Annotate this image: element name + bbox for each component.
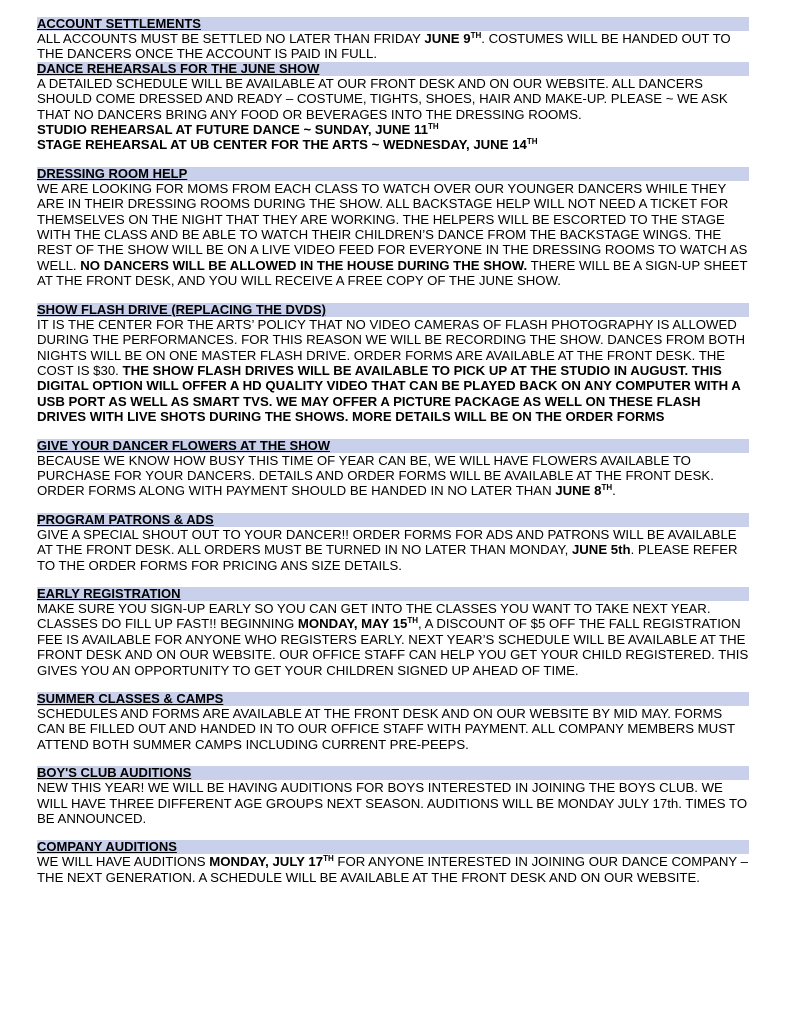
- paragraph: [37, 122, 749, 137]
- section-body: [37, 317, 749, 425]
- superscript-text: TH: [601, 483, 613, 493]
- section-heading-bar: [37, 303, 749, 317]
- section-heading: SUMMER CLASSES & CAMPS: [37, 691, 224, 706]
- superscript-text: TH: [470, 31, 482, 40]
- section-body: [37, 854, 749, 885]
- superscript-text: TH: [427, 122, 439, 132]
- section-body: [37, 181, 749, 289]
- paragraph: [37, 854, 749, 885]
- body-text: .: [612, 483, 616, 499]
- bold-text: NO DANCERS WILL BE ALLOWED IN THE HOUSE DURING THE SHOW.: [80, 257, 528, 273]
- body-text: SCHEDULES AND FORMS ARE AVAILABLE AT THE FRONT DESK AND ON OUR WEBSITE BY MID MAY. FORMS CAN BE FILLED OUT AND HANDED IN TO OUR OFFICE STAFF WITH PAYMENT. ALL COMPANY MEMBERS MUST ATTEND BOTH SUMMER CAMPS INCLUDING CURRENT PRE-PEEPS.: [37, 706, 735, 752]
- body-text: NEW THIS YEAR! WE WILL BE HAVING AUDITIONS FOR BOYS INTERESTED IN JOINING THE BOYS CLUB. WE WILL HAVE THREE DIFFERENT AGE GROUPS NEXT SEASON. AUDITIONS WILL BE MONDAY JULY 17th. TIMES TO BE ANNOUNCED.: [37, 780, 748, 827]
- bold-text: JUNE 9: [424, 31, 471, 46]
- paragraph: [37, 76, 749, 122]
- section-heading-bar: [37, 513, 749, 527]
- body-text: IT IS THE CENTER FOR THE ARTS’ POLICY THAT NO VIDEO CAMERAS OF FLASH PHOTOGRAPHY IS ALLOWED DURING THE PERFORMANCES. FOR THIS REASON WE WILL BE RECORDING THE SHOW. DANCES FROM BOTH NIGHTS WILL BE ON ONE MASTER FLASH DRIVE. ORDER FORMS ARE AVAILABLE AT THE FRONT DESK. THE COST IS $30.: [37, 316, 746, 378]
- body-text: A DETAILED SCHEDULE WILL BE AVAILABLE AT OUR FRONT DESK AND ON OUR WEBSITE. ALL DANCERS SHOULD COME DRESSED AND READY – COSTUME, TIGHTS, SHOES, HAIR AND MAKE-UP. PLEASE ~ WE ASK THAT NO DANCERS BRING ANY FOOD OR BEVERAGES INTO THE DRESSING ROOMS.: [37, 75, 728, 122]
- paragraph: [37, 181, 749, 289]
- bold-text: MONDAY, MAY 15: [297, 616, 408, 632]
- body-text: BECAUSE WE KNOW HOW BUSY THIS TIME OF YEAR CAN BE, WE WILL HAVE FLOWERS AVAILABLE TO PURCHASE FOR YOUR DANCERS. DETAILS AND ORDER FORMS WILL BE AVAILABLE AT THE FRONT DESK. ORDER FORMS ALONG WITH PAYMENT SHOULD BE HANDED IN NO LATER THAN: [37, 452, 714, 499]
- body-text: ALL ACCOUNTS MUST BE SETTLED NO LATER THAN FRIDAY: [37, 31, 425, 46]
- section-heading-bar: [37, 167, 749, 181]
- body-text: GIVE A SPECIAL SHOUT OUT TO YOUR DANCER!! ORDER FORMS FOR ADS AND PATRONS WILL BE AVAILABLE AT THE FRONT DESK. ALL ORDERS MUST BE TURNED IN NO LATER THAN MONDAY,: [37, 526, 737, 558]
- superscript-text: TH: [323, 854, 334, 864]
- paragraph: [37, 527, 749, 573]
- section-show-flash-drive-replacing-the-dvds: [37, 303, 749, 425]
- paragraph: [37, 137, 749, 152]
- section-heading: GIVE YOUR DANCER FLOWERS AT THE SHOW: [37, 437, 330, 453]
- body-text: WE WILL HAVE AUDITIONS: [37, 854, 210, 870]
- bold-text: THE SHOW FLASH DRIVES WILL BE AVAILABLE TO PICK UP AT THE STUDIO IN AUGUST. THIS DIGITAL OPTION WILL OFFER A HD QUALITY VIDEO THAT CAN BE PLAYED BACK ON ANY COMPUTER WITH A USB PORT AS WELL AS SMART TVS. WE MAY OFFER A PICTURE PACKAGE AS WELL ON THESE FLASH DRIVES WITH LIVE SHOTS DURING THE SHOWS. MORE DETAILS WILL BE ON THE ORDER FORMS: [37, 362, 741, 425]
- section-heading: BOY'S CLUB AUDITIONS: [37, 765, 192, 781]
- body-text: WE ARE LOOKING FOR MOMS FROM EACH CLASS TO WATCH OVER OUR YOUNGER DANCERS WHILE THEY ARE IN THEIR DRESSING ROOMS DURING THE SHOW. ALL BACKSTAGE HELP WILL NOT NEED A TICKET FOR THEMSELVES ON THE NIGHT THAT THEY ARE WORKING. THE HELPERS WILL BE ESCORTED TO THE STAGE WITH THE CLASS AND BE ABLE TO WATCH THEIR CHILDREN’S DANCE FROM THE BACKSTAGE WINGS. THE REST OF THE SHOW WILL BE ON A LIVE VIDEO FEED FOR EVERYONE IN THE DRESSING ROOMS TO WATCH AS WELL.: [37, 180, 748, 273]
- section-heading: PROGRAM PATRONS & ADS: [37, 511, 214, 527]
- section-heading-bar: [37, 17, 749, 31]
- section-heading: DANCE REHEARSALS FOR THE JUNE SHOW: [37, 60, 320, 76]
- section-heading: DRESSING ROOM HELP: [37, 165, 188, 181]
- section-body: [37, 31, 749, 62]
- body-text: FOR ANYONE INTERESTED IN JOINING OUR DANCE COMPANY – THE NEXT GENERATION. A SCHEDULE WILL BE AVAILABLE AT THE FRONT DESK AND ON OUR WEBSITE.: [37, 854, 748, 885]
- section-heading-bar: [37, 62, 749, 76]
- section-heading: COMPANY AUDITIONS: [37, 839, 177, 855]
- section-heading: SHOW FLASH DRIVE (REPLACING THE DVDS): [37, 301, 326, 317]
- paragraph: [37, 453, 749, 499]
- section-account-settlements: [37, 17, 749, 62]
- section-program-patrons-ads: [37, 513, 749, 573]
- body-text: . COSTUMES WILL BE HANDED OUT TO THE DANCERS ONCE THE ACCOUNT IS PAID IN FULL.: [37, 31, 731, 62]
- section-body: [37, 453, 749, 499]
- section-body: [37, 527, 749, 573]
- paragraph: [37, 317, 749, 425]
- paragraph: [37, 601, 749, 678]
- section-heading-bar: [37, 439, 749, 453]
- bold-text: MONDAY, JULY 17: [209, 854, 324, 870]
- bold-text: STUDIO REHEARSAL AT FUTURE DANCE ~ SUNDAY, JUNE 11: [37, 122, 428, 138]
- body-text: . PLEASE REFER TO THE ORDER FORMS FOR PRICING ANS SIZE DETAILS.: [37, 542, 738, 573]
- section-heading-bar: [37, 766, 749, 780]
- paragraph: [37, 780, 749, 826]
- section-dance-rehearsals-for-the-june-show: [37, 62, 749, 153]
- section-heading-bar: [37, 587, 749, 601]
- section-heading: EARLY REGISTRATION: [37, 585, 181, 601]
- section-body: [37, 76, 749, 153]
- section-company-auditions: [37, 840, 749, 885]
- section-dressing-room-help: [37, 167, 749, 289]
- superscript-text: TH: [407, 616, 419, 626]
- bold-text: JUNE 5th: [571, 542, 631, 558]
- superscript-text: TH: [526, 137, 538, 147]
- paragraph: [37, 706, 749, 752]
- section-early-registration: [37, 587, 749, 678]
- body-text: MAKE SURE YOU SIGN-UP EARLY SO YOU CAN GET INTO THE CLASSES YOU WANT TO TAKE NEXT YEAR. CLASSES DO FILL UP FAST!! BEGINNING: [37, 600, 711, 632]
- bold-text: STAGE REHEARSAL AT UB CENTER FOR THE ARTS ~ WEDNESDAY, JUNE 14: [37, 137, 527, 153]
- newsletter-document: [37, 17, 749, 885]
- section-body: [37, 706, 749, 752]
- section-heading-bar: [37, 840, 749, 854]
- section-heading: ACCOUNT SETTLEMENTS: [37, 16, 201, 31]
- section-give-your-dancer-flowers-at-the-show: [37, 439, 749, 499]
- body-text: , A DISCOUNT OF $5 OFF THE FALL REGISTRATION FEE IS AVAILABLE FOR ANYONE WHO REGISTERS EARLY. NEXT YEAR’S SCHEDULE WILL BE AVAILABLE AT THE FRONT DESK AND ON OUR WEBSITE. OUR OFFICE STAFF CAN HELP YOU GET YOUR CHILD REGISTERED. THIS GIVES YOU AN OPPORTUNITY TO GET YOUR CHILDREN SIGNED UP AHEAD OF TIME.: [37, 616, 749, 678]
- section-heading-bar: [37, 692, 749, 706]
- section-boy-s-club-auditions: [37, 766, 749, 826]
- bold-text: JUNE 8: [555, 483, 602, 499]
- section-summer-classes-camps: [37, 692, 749, 752]
- paragraph: [37, 31, 749, 62]
- body-text: THERE WILL BE A SIGN-UP SHEET AT THE FRONT DESK, AND YOU WILL RECEIVE A FREE COPY OF THE JUNE SHOW.: [37, 257, 748, 289]
- section-body: [37, 601, 749, 678]
- section-body: [37, 780, 749, 826]
